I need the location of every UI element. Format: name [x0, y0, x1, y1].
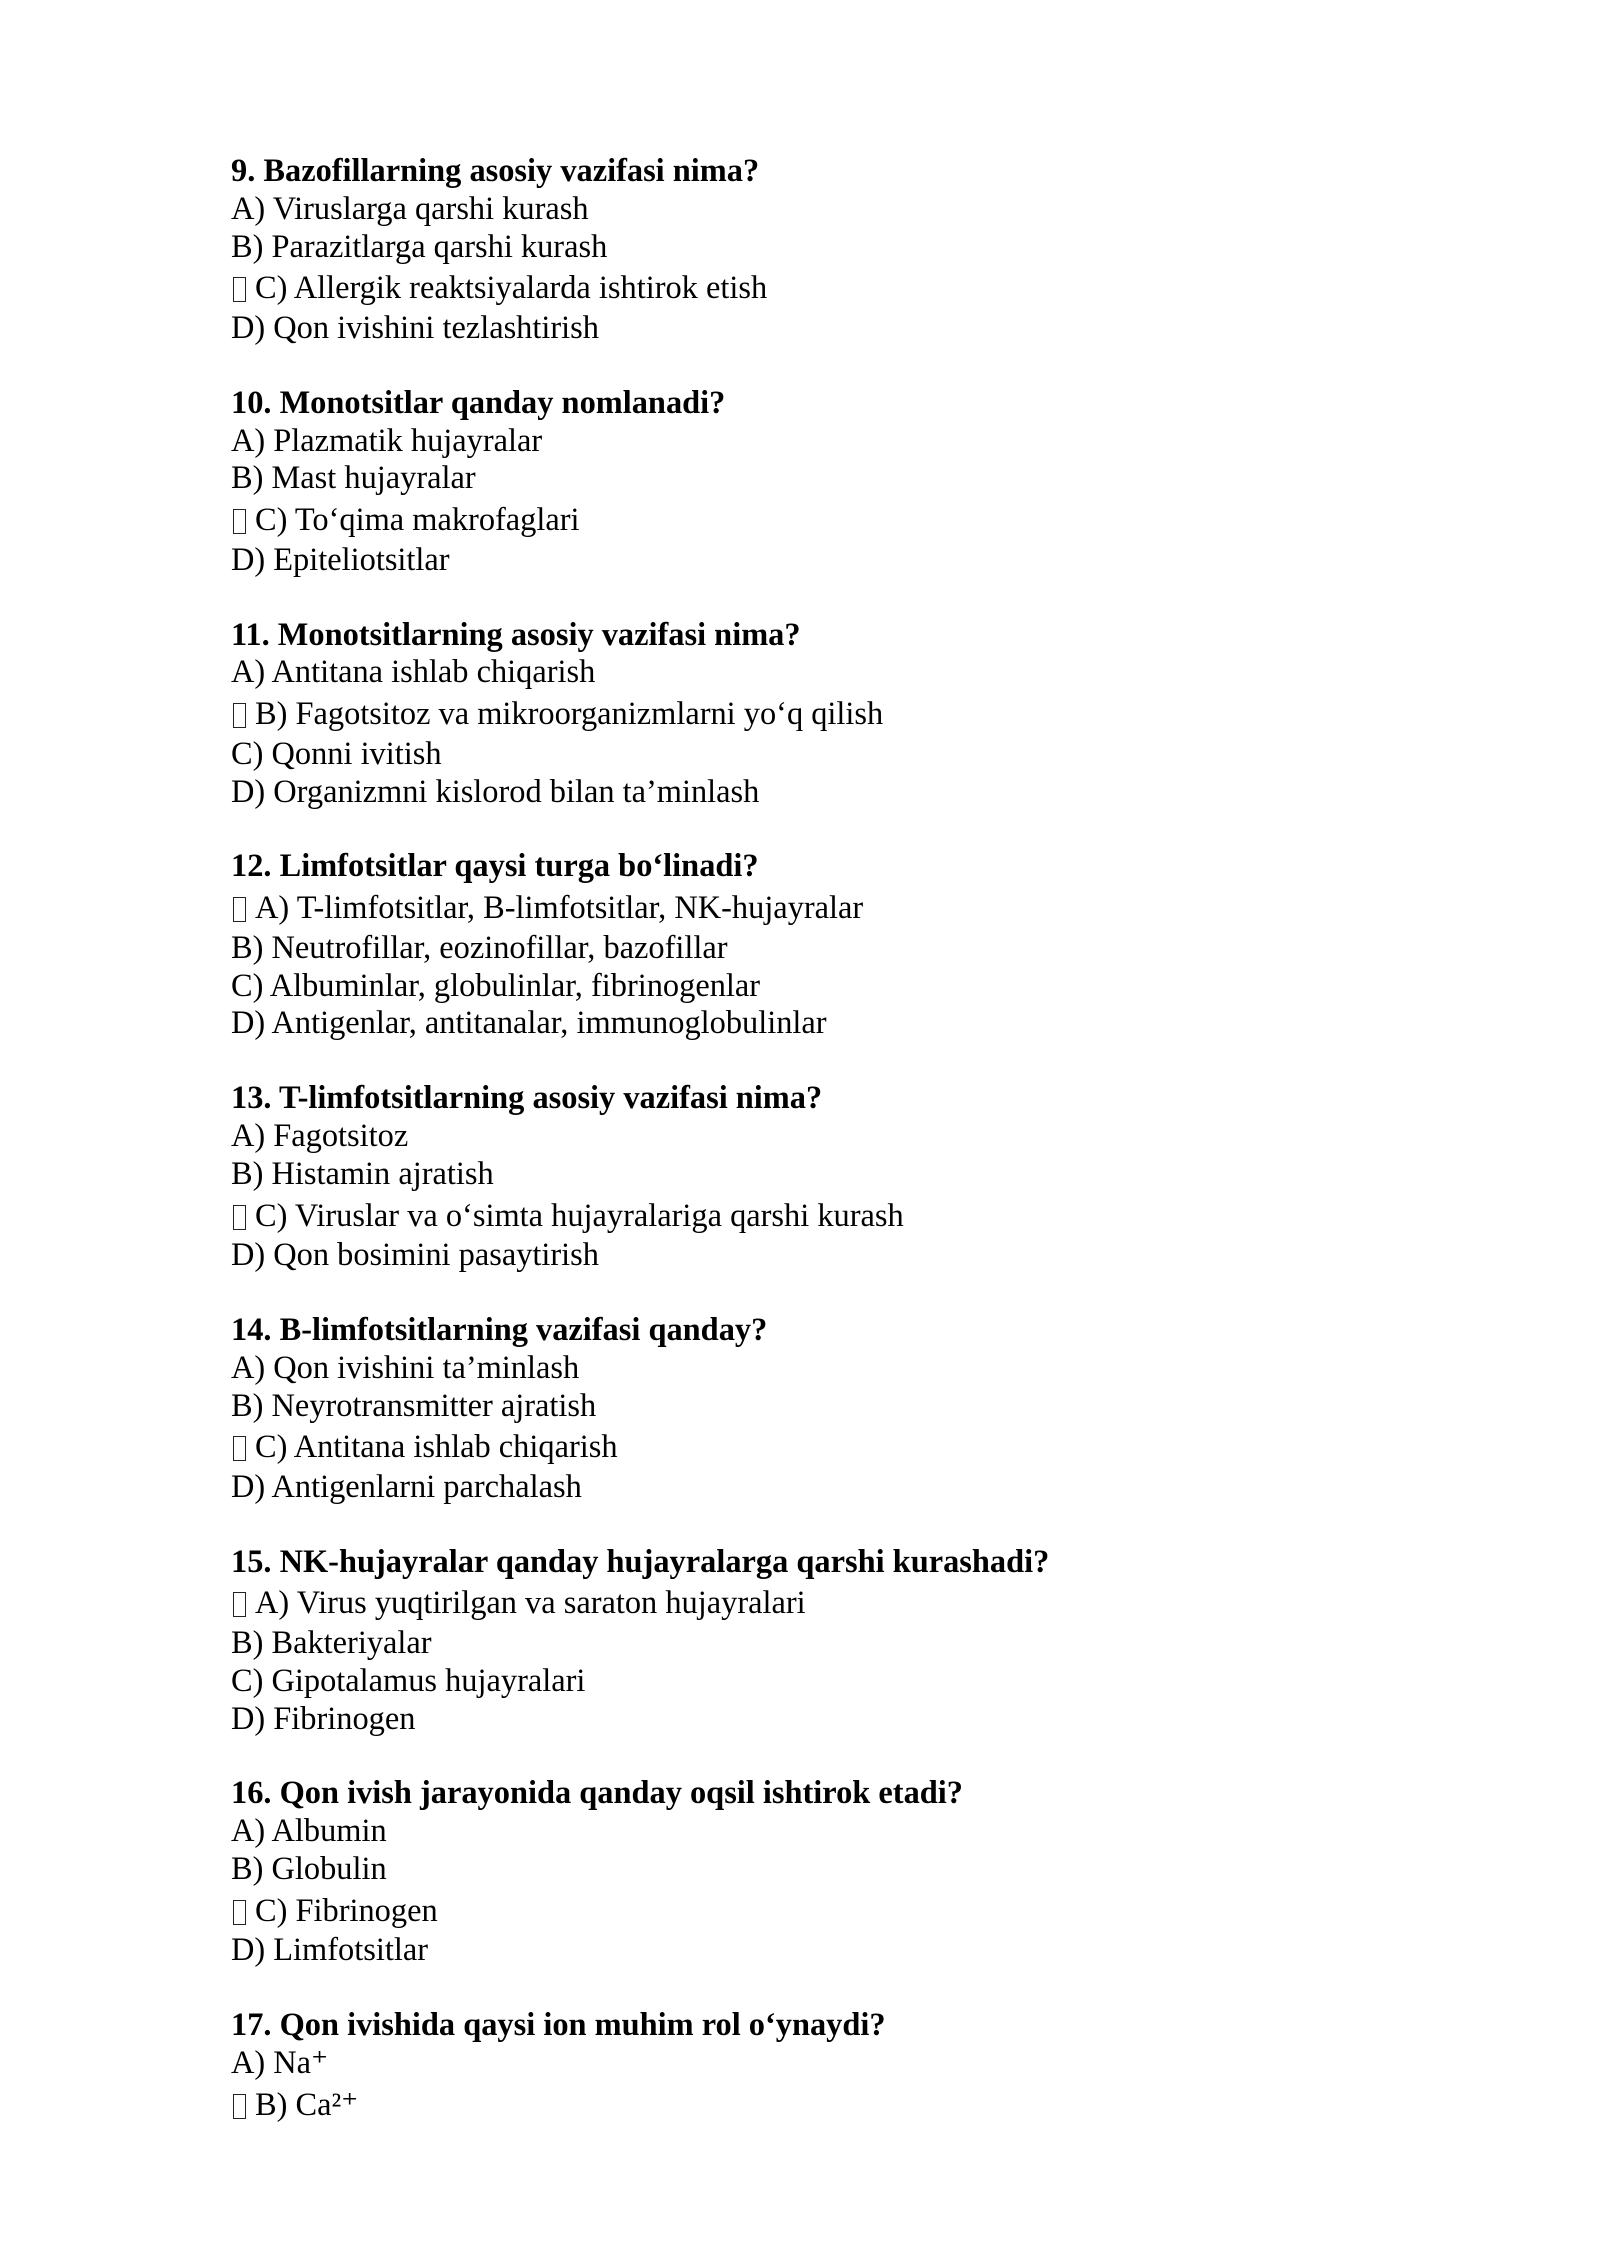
missing-glyph-box-icon: [233, 897, 246, 922]
answer-option-text: B) Neyrotransmitter ajratish: [231, 1387, 597, 1424]
answer-option: [231, 1237, 1531, 1275]
question-title: 15. NK-hujayralar qanday hujayralarga qarshi kurashadi?: [231, 1543, 1050, 1580]
question-block: [231, 153, 1531, 348]
answer-option: [231, 736, 1531, 774]
missing-glyph-box-icon: [233, 277, 246, 302]
question-title: 11. Monotsitlarning asosiy vazifasi nima?: [231, 616, 801, 653]
question-title: 13. T-limfotsitlarning asosiy vazifasi nima?: [231, 1080, 823, 1117]
answer-option-text: B) Histamin ajratish: [231, 1155, 494, 1192]
answer-option-text: A) Virus yuqtirilgan va saraton hujayralari: [255, 1585, 806, 1622]
question-block: [231, 617, 1531, 812]
answer-option-marked: [231, 1425, 1531, 1469]
answer-option-text: C) Fibrinogen: [255, 1892, 438, 1929]
answer-option: [231, 1813, 1531, 1851]
answer-option: [231, 1701, 1531, 1739]
answer-option: [231, 968, 1531, 1006]
answer-option: [231, 654, 1531, 692]
answer-option-text: A) Fagotsitoz: [231, 1117, 409, 1154]
answer-option-text: B) Bakteriyalar: [231, 1625, 432, 1662]
answer-option-marked: [231, 2083, 1531, 2127]
answer-option: [231, 1625, 1531, 1663]
answer-option-text: B) Globulin: [231, 1851, 387, 1888]
missing-glyph-box-icon: [233, 1900, 246, 1925]
answer-option-marked: [231, 266, 1531, 310]
answer-option-text: C) Antitana ishlab chiqarish: [255, 1429, 618, 1466]
answer-option: [231, 423, 1531, 461]
answer-option-marked: [231, 1581, 1531, 1625]
answer-option-text: B) Ca²⁺: [255, 2086, 359, 2123]
answer-option-text: D) Qon bosimini pasaytirish: [231, 1237, 599, 1274]
answer-option-text: C) Viruslar va o‘simta hujayralariga qarshi kurash: [255, 1197, 904, 1234]
answer-option-text: A) Antitana ishlab chiqarish: [231, 654, 596, 691]
answer-option: [231, 2045, 1531, 2083]
answer-option-marked: [231, 498, 1531, 542]
answer-option-text: D) Antigenlar, antitanalar, immunoglobulinlar: [231, 1005, 827, 1042]
answer-option-text: D) Qon ivishini tezlashtirish: [231, 309, 599, 346]
question-block: [231, 2007, 1531, 2126]
question-title: 17. Qon ivishida qaysi ion muhim rol o‘ynaydi?: [231, 2007, 886, 2044]
answer-option: [231, 1156, 1531, 1194]
answer-option-text: C) To‘qima makrofaglari: [255, 502, 580, 539]
answer-option: [231, 1005, 1531, 1043]
answer-option-marked: [231, 886, 1531, 930]
answer-option: [231, 310, 1531, 348]
answer-option-marked: [231, 1889, 1531, 1933]
missing-glyph-box-icon: [233, 703, 246, 728]
answer-option-text: C) Gipotalamus hujayralari: [231, 1662, 586, 1699]
question-title: 12. Limfotsitlar qaysi turga bo‘linadi?: [231, 848, 759, 885]
answer-option-text: B) Mast hujayralar: [231, 460, 476, 497]
question-block: [231, 1080, 1531, 1275]
answer-option-text: C) Qonni ivitish: [231, 735, 442, 772]
answer-option: [231, 1469, 1531, 1507]
answer-option: [231, 542, 1531, 580]
answer-option: [231, 1851, 1531, 1889]
question-title: 14. B-limfotsitlarning vazifasi qanday?: [231, 1311, 768, 1348]
answer-option: [231, 1388, 1531, 1426]
answer-option: [231, 930, 1531, 968]
answer-option-text: D) Antigenlarni parchalash: [231, 1468, 582, 1505]
question-block: [231, 848, 1531, 1043]
question-block: [231, 1775, 1531, 1970]
missing-glyph-box-icon: [233, 1205, 246, 1230]
answer-option-text: D) Organizmni kislorod bilan ta’minlash: [231, 773, 760, 810]
answer-option-text: D) Limfotsitlar: [231, 1932, 429, 1969]
missing-glyph-box-icon: [233, 1436, 246, 1461]
answer-option-text: B) Parazitlarga qarshi kurash: [231, 228, 608, 265]
answer-option: [231, 1932, 1531, 1970]
answer-option: [231, 1118, 1531, 1156]
answer-option: [231, 191, 1531, 229]
answer-option-text: A) Albumin: [231, 1813, 387, 1850]
answer-option-text: A) Plazmatik hujayralar: [231, 422, 543, 459]
question-block: [231, 1544, 1531, 1739]
answer-option-text: D) Fibrinogen: [231, 1700, 416, 1737]
document-page: [231, 153, 1531, 2163]
missing-glyph-box-icon: [233, 509, 246, 534]
answer-option-text: B) Neutrofillar, eozinofillar, bazofillar: [231, 929, 728, 966]
question-title: 16. Qon ivish jarayonida qanday oqsil ishtirok etadi?: [231, 1775, 963, 1812]
answer-option-text: B) Fagotsitoz va mikroorganizmlarni yo‘q qilish: [255, 696, 884, 733]
question-block: [231, 1312, 1531, 1507]
question-title: 9. Bazofillarning asosiy vazifasi nima?: [231, 153, 760, 189]
answer-option-text: C) Albuminlar, globulinlar, fibrinogenlar: [231, 967, 761, 1004]
missing-glyph-box-icon: [233, 2094, 246, 2119]
answer-option: [231, 1350, 1531, 1388]
answer-option-marked: [231, 1194, 1531, 1238]
answer-option-text: A) T-limfotsitlar, B-limfotsitlar, NK-hujayralar: [255, 890, 864, 927]
answer-option-text: A) Viruslarga qarshi kurash: [231, 190, 589, 227]
answer-option-text: C) Allergik reaktsiyalarda ishtirok etish: [255, 270, 768, 307]
answer-option-marked: [231, 692, 1531, 736]
answer-option-text: A) Qon ivishini ta’minlash: [231, 1349, 580, 1386]
answer-option: [231, 774, 1531, 812]
question-block: [231, 385, 1531, 580]
answer-option: [231, 460, 1531, 498]
question-title: 10. Monotsitlar qanday nomlanadi?: [231, 384, 726, 421]
answer-option-text: A) Na⁺: [231, 2045, 329, 2082]
answer-option-text: D) Epiteliotsitlar: [231, 541, 450, 578]
answer-option: [231, 1663, 1531, 1701]
missing-glyph-box-icon: [233, 1592, 246, 1617]
answer-option: [231, 229, 1531, 267]
